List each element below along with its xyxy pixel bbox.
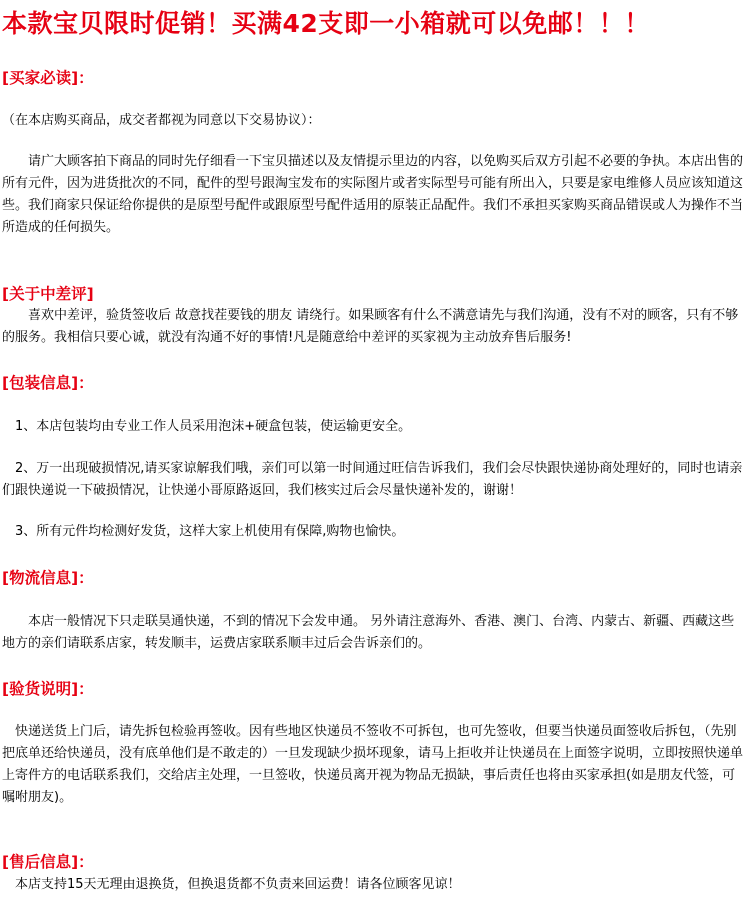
section-heading-buyer-notice: [买家必读]： — [2, 69, 94, 87]
packaging-item-2: 2、万一出现破损情况,请买家谅解我们哦，亲们可以第一时间通过旺信告诉我们，我们会尽快跟快递协商处理好的，同时也请亲们跟快递说一下破损情况，让快递小哥原路返回，我们核实过后会尽量快递补发的，谢谢！ — [2, 461, 743, 498]
buyer-notice-intro: （在本店购买商品，成交者都视为同意以下交易协议）： — [2, 113, 321, 128]
buyer-notice-body: 请广大顾客拍下商品的同时先仔细看一下宝贝描述以及友情提示里边的内容，以免购买后双方引起不必要的争执。本店出售的所有元件，因为进货批次的不同，配件的型号跟淘宝发布的实际图片或者实际型号可能有所出入，只要是家电维修人员应该知道这些。我们商家只保证给你提供的是原型号配件或跟原型号配件适用的原装正品配件。我们不承担买家购买商品错误或人为操作不当所造成的任何损失。 — [2, 154, 744, 235]
promo-banner: 本款宝贝限时促销！买满42支即一小箱就可以免邮！！！ — [2, 9, 650, 38]
packaging-item-1: 1、本店包装均由专业工作人员采用泡沫+硬盒包装，使运输更安全。 — [15, 419, 412, 434]
section-heading-reviews: [关于中差评] — [2, 285, 94, 303]
section-heading-packaging: [包装信息]： — [2, 374, 94, 392]
section-heading-inspection: [验货说明]： — [2, 680, 94, 698]
reviews-body: 喜欢中差评，验货签收后 故意找茬要钱的朋友 请绕行。如果顾客有什么不满意请先与我们沟通，没有不对的顾客，只有不够的服务。我相信只要心诚，就没有沟通不好的事情!凡是随意给中差评的买家视为主动放弃售后服务! — [2, 308, 739, 345]
after-sales-body: 本店支持15天无理由退换货，但换退货都不负责来回运费！请各位顾客见谅！ — [15, 877, 461, 892]
section-heading-logistics: [物流信息]： — [2, 569, 94, 587]
packaging-item-3: 3、所有元件均检测好发货，这样大家上机使用有保障,购物也愉快。 — [15, 524, 405, 539]
logistics-body: 本店一般情况下只走联昊通快递，不到的情况下会发申通。 另外请注意海外、香港、澳门、台湾、内蒙古、新疆、西藏这些地方的亲们请联系店家，转发顺丰，运费店家联系顺丰过后会告诉亲们的。 — [2, 614, 735, 651]
inspection-body: 快递送货上门后，请先拆包检验再签收。因有些地区快递员不签收不可拆包，也可先签收，但要当快递员面签收后拆包，（先别把底单还给快递员，没有底单他们是不敢走的）一旦发现缺少损坏现象，请马上拒收并让快递员在上面签字说明，立即按照快递单上寄件方的电话联系我们，交给店主处理，一旦签收，快递员离开视为物品无损缺，事后责任也将由买家承担(如是朋友代签，可嘱咐朋友)。 — [2, 724, 744, 805]
section-heading-after-sales: [售后信息]： — [2, 853, 94, 871]
